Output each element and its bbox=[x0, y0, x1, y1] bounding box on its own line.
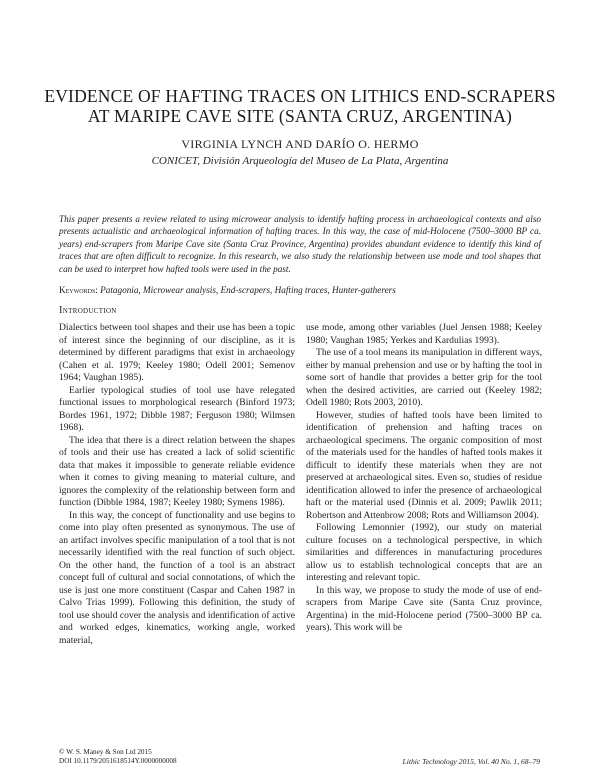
keywords-label: Keywords: bbox=[59, 285, 98, 295]
footer-left bbox=[59, 748, 177, 767]
affiliation: CONICET, División Arqueología del Museo de La Plata, Argentina bbox=[151, 155, 449, 167]
paragraph: Dialectics between tool shapes and their use has been a topic of interest since the beginning of our discipline, as it is determined by different paradigms that exist in archaeology (Cahen et al. 1979; Keeley 1980; Odell 2001; Semenov 1964; Vaughan 1985). bbox=[59, 322, 295, 383]
section-heading: Introduction bbox=[59, 305, 117, 316]
paragraph: The idea that there is a direct relation between the shapes of tools and their use has created a lack of solid scientific data that makes it impossible to generate reliable evidence when it comes to giving meaning to material culture, and ignores the complexity of the relationship between form and function (Dibble 1984, 1987; Keeley 1980; Symens 1986). bbox=[59, 434, 295, 508]
journal-citation: Lithic Technology 2015, Vol. 40 No. 1, 68–79 bbox=[402, 757, 540, 766]
paragraph: In this way, we propose to study the mode of use of end-scrapers from Maripe Cave site (Santa Cruz province, Argentina) in the mid-Holocene period (7500–3000 BP ca. years). This work will be bbox=[306, 584, 542, 633]
paragraph: Following Lemonnier (1992), our study on material culture focuses on a technological perspective, in which similarities and differences in manufacturing procedures allow us to establish technological concepts that are an interesting and relevant topic. bbox=[306, 522, 542, 583]
title-line-1: EVIDENCE OF HAFTING TRACES ON LITHICS END-SCRAPERS bbox=[44, 86, 556, 106]
paragraph: However, studies of hafted tools have been limited to identification of prehension and hafting traces on archaeological specimens. The organic composition of most of the materials used for the handles of hafted tools makes it difficult to identify these materials when they are not preserved at archaeological sites. Even so, studies of residue identification allowed to infer the presence of archaeological haft or the material used (Dinnis et al. 2009; Pawlik 2011; Robertson and Attenbrow 2008; Rots and Williamson 2004). bbox=[306, 409, 542, 521]
body-column-left bbox=[59, 322, 295, 647]
doi: DOI 10.1179/2051618514Y.0000000008 bbox=[59, 757, 177, 766]
paragraph: In this way, the concept of functionality and use begins to come into play often presented as synonymous. The use of an artifact involves specific manipulation of a tool that is not necessarily identified with the real function of such object. On the other hand, the function of a tool is an abstract concept full of cultural and social connotations, of which the use is just one more constituent (Caspar and Cahen 1987 in Calvo Trias 1999). Following this definition, the study of tool use should cover the analysis and identification of active and worked edges, kinematics, working angle, worked material, bbox=[59, 509, 295, 646]
copyright: © W. S. Maney & Son Ltd 2015 bbox=[59, 748, 152, 756]
paragraph: use mode, among other variables (Juel Jensen 1988; Keeley 1980; Vaughan 1985; Yerkes and Kardulias 1993). bbox=[306, 322, 542, 346]
title-line-2: AT MARIPE CAVE SITE (SANTA CRUZ, ARGENTINA) bbox=[87, 106, 513, 126]
abstract: This paper presents a review related to using microwear analysis to identify hafting process in archaeological contexts and also presents actualistic and archaeological information of hafting traces. In this way, the case of mid-Holocene (7500–3000 BP ca. years) end-scrapers from Maripe Cave site (Santa Cruz Province, Argentina) provides abundant evidence to identify this kind of traces that are often difficult to recognize. In this research, we also study the relationship between use mode and tool shapes that can be used to interpret how hafted tools were used in the past. bbox=[59, 214, 541, 274]
authors: VIRGINIA LYNCH AND DARÍO O. HERMO bbox=[181, 137, 419, 151]
paragraph: The use of a tool means its manipulation in different ways, either by manual prehension and use or by hafting the tool in some sort of handle that provides a better grip for the tool when the desired activities, are carried out (Keeley 1982; Odell 1980; Rots 2003, 2010). bbox=[306, 347, 542, 408]
keywords bbox=[59, 284, 541, 296]
article-title bbox=[40, 86, 560, 126]
body-column-right bbox=[306, 322, 542, 635]
keywords-text: Patagonia, Microwear analysis, End-scrapers, Hafting traces, Hunter-gatherers bbox=[100, 285, 396, 295]
paragraph: Earlier typological studies of tool use have relegated functional issues to morphological research (Binford 1973; Bordes 1961, 1972; Dibble 1987; Ferguson 1980; Wilmsen 1968). bbox=[59, 384, 295, 433]
